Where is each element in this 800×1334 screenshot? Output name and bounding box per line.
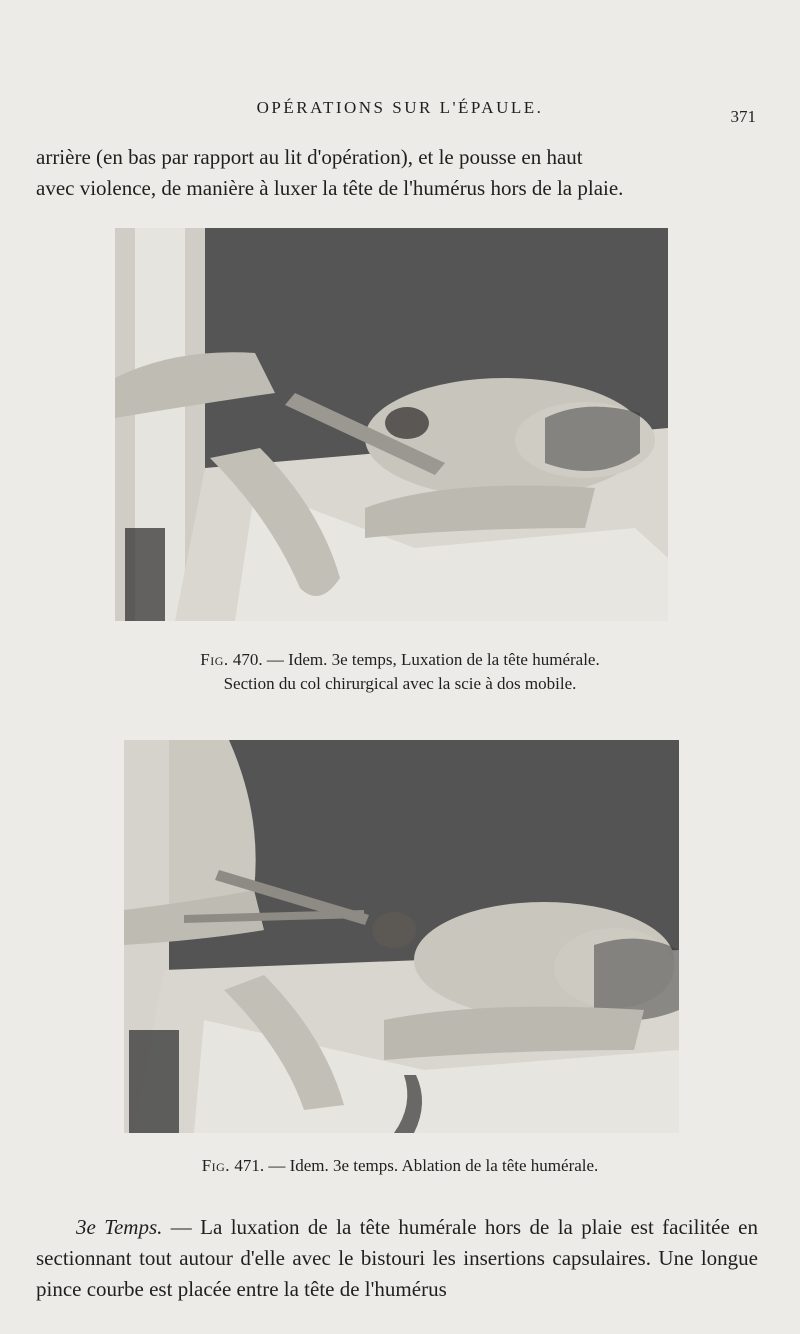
surgery-photo-illustration xyxy=(115,228,668,621)
section-lead: 3e Temps. xyxy=(76,1215,163,1239)
figure-number: 470. xyxy=(232,650,263,669)
caption-line: Section du col chirurgical avec la scie à dos mobile. xyxy=(223,674,577,693)
paragraph-body: — La luxation de la tête humérale hors de la plaie est facilitée en sectionnant tout autour d'elle avec le bistouri les insertions capsulaires. Une longue pince courbe est placée entre la tête de l'humérus xyxy=(36,1215,758,1301)
figure-470-photo xyxy=(115,228,668,621)
paragraph-line: avec violence, de manière à luxer la tête de l'humérus hors de la plaie. xyxy=(36,176,624,200)
running-title: OPÉRATIONS SUR L'ÉPAULE. xyxy=(256,98,544,117)
top-paragraph xyxy=(36,142,758,204)
caption-text: — Idem. 3e temps, Luxation de la tête humérale. xyxy=(266,650,600,669)
paragraph-text xyxy=(36,1212,758,1305)
caption-line xyxy=(0,1154,800,1178)
surgery-photo-illustration xyxy=(124,740,679,1133)
bottom-paragraph xyxy=(36,1212,758,1305)
page-number: 371 xyxy=(730,107,756,126)
caption-line xyxy=(0,648,800,672)
caption-text: — Idem. 3e temps. Ablation de la tête humérale. xyxy=(268,1156,599,1175)
figure-label: Fig. xyxy=(200,650,229,669)
figure-number: 471. xyxy=(234,1156,265,1175)
figure-471-photo xyxy=(124,740,679,1133)
figure-470-caption xyxy=(0,648,800,696)
figure-471-caption xyxy=(0,1154,800,1178)
paragraph-line: arrière (en bas par rapport au lit d'opération), et le pousse en haut xyxy=(36,145,583,169)
figure-label: Fig. xyxy=(201,1156,231,1175)
